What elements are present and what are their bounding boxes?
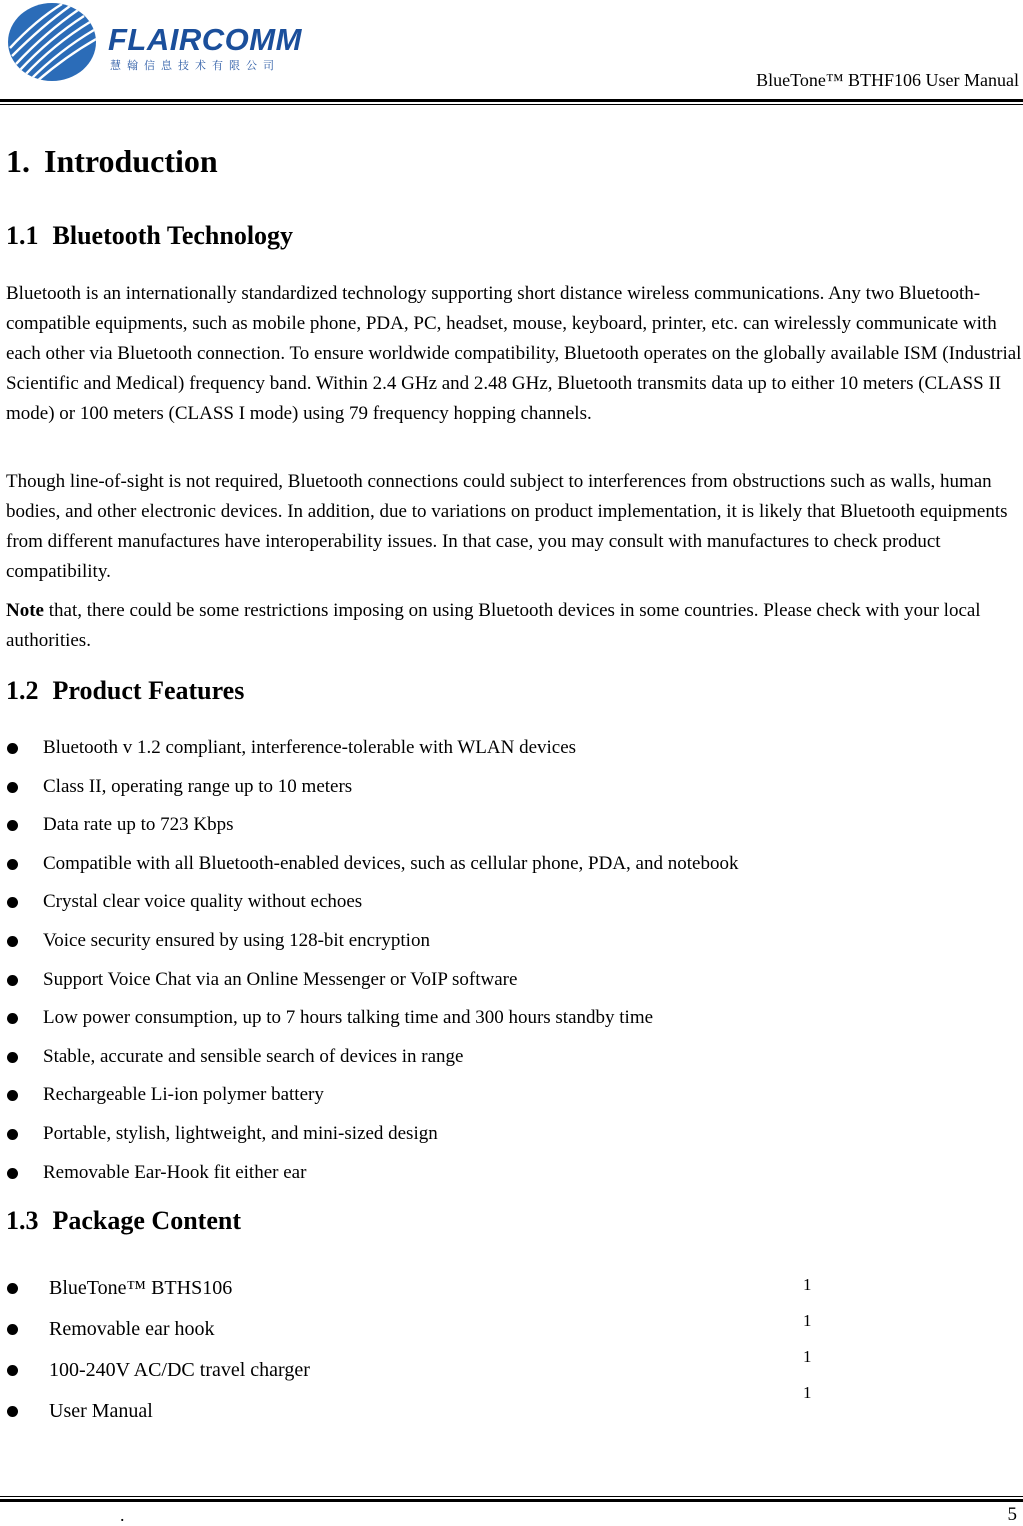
header-rule-thin	[0, 104, 1023, 105]
list-item-text: Compatible with all Bluetooth-enabled devices, such as cellular phone, PDA, and notebook	[43, 852, 739, 874]
note-paragraph	[6, 596, 1022, 656]
list-item	[6, 1081, 738, 1120]
company-logo	[6, 2, 310, 84]
package-item-name: 100-240V AC/DC travel charger	[49, 1359, 310, 1381]
package-item	[6, 1315, 349, 1356]
list-item	[6, 734, 738, 773]
list-item-text: Stable, accurate and sensible search of devices in range	[43, 1045, 464, 1067]
bullet-icon	[7, 1406, 18, 1417]
bullet-icon	[7, 1168, 18, 1179]
section-title: Product Features	[52, 676, 245, 705]
globe-logo-icon	[6, 2, 100, 82]
bullet-icon	[7, 975, 18, 986]
package-item-name: BlueTone™ BTHS106	[49, 1277, 233, 1299]
section-title: Package Content	[52, 1206, 241, 1235]
chapter-heading	[6, 143, 218, 180]
note-label: Note	[6, 600, 44, 621]
chapter-title: Introduction	[44, 143, 218, 179]
list-item-text: Data rate up to 723 Kbps	[43, 814, 234, 836]
bullet-icon	[7, 743, 18, 754]
list-item-text: Support Voice Chat via an Online Messenger or VoIP software	[43, 968, 518, 990]
package-item-qty: 1	[803, 1347, 812, 1366]
footer-rule-thin	[0, 1496, 1023, 1497]
paragraph: Though line-of-sight is not required, Bluetooth connections could subject to interferences from obstructions such as walls, human bodies, and other electronic devices. In addition, due to variations on product implementation, it is likely that Bluetooth equipments from different manufactures have interoperability issues. In that case, you may consult with manufactures to check product compatibility.	[6, 471, 1008, 582]
list-item	[6, 811, 738, 850]
page-number: 5	[1007, 1504, 1017, 1525]
list-item	[6, 1120, 738, 1159]
section-heading-bluetooth-technology	[6, 221, 293, 251]
list-item-text: Crystal clear voice quality without echoes	[43, 891, 363, 913]
bullet-icon	[7, 820, 18, 831]
list-item-text: Voice security ensured by using 128-bit encryption	[43, 929, 430, 951]
section-title: Bluetooth Technology	[52, 221, 294, 250]
list-item	[6, 888, 738, 927]
paragraph: Bluetooth is an internationally standardized technology supporting short distance wireless communications. Any two Bluetooth-compatible equipments, such as mobile phone, PDA, PC, headset, mouse, keyboard, printer, etc. can wirelessly communicate with each other via Bluetooth connection. To ensure worldwide compatibility, Bluetooth operates on the globally available ISM (Industrial Scientific and Medical) frequency band. Within 2.4 GHz and 2.48 GHz, Bluetooth transmits data up to either 10 meters (CLASS II mode) or 100 meters (CLASS I mode) using 79 frequency hopping channels.	[6, 283, 1022, 424]
section-heading-package-content	[6, 1206, 241, 1236]
feature-list	[6, 734, 738, 1197]
bullet-icon	[7, 1365, 18, 1376]
list-item-text: Bluetooth v 1.2 compliant, interference-tolerable with WLAN devices	[43, 737, 577, 758]
list-item-text: Portable, stylish, lightweight, and mini-sized design	[43, 1122, 438, 1144]
bullet-icon	[7, 897, 18, 908]
bullet-icon	[7, 936, 18, 947]
bullet-icon	[7, 1090, 18, 1101]
bullet-icon	[7, 782, 18, 793]
package-item-name: User Manual	[49, 1400, 153, 1422]
package-item-qty: 1	[803, 1311, 812, 1330]
list-item	[6, 1043, 738, 1082]
package-list	[6, 1274, 349, 1438]
list-item-text: Rechargeable Li-ion polymer battery	[43, 1084, 324, 1106]
list-item-text: Low power consumption, up to 7 hours talking time and 300 hours standby time	[43, 1007, 654, 1029]
section-heading-product-features	[6, 676, 244, 706]
footer-rule-thick	[0, 1499, 1023, 1502]
package-item	[6, 1274, 349, 1315]
logo-brand-text: FLAIRCOMM	[108, 22, 302, 57]
bullet-icon	[7, 1129, 18, 1140]
list-item	[6, 966, 738, 1005]
list-item	[6, 927, 738, 966]
section-number: 1.1	[6, 221, 39, 250]
bullet-icon	[7, 1283, 18, 1294]
bullet-icon	[7, 1013, 18, 1024]
note-text: that, there could be some restrictions imposing on using Bluetooth devices in some countries. Please check with your local authorities.	[6, 600, 981, 651]
package-item-qty: 1	[803, 1275, 812, 1294]
bullet-icon	[7, 859, 18, 870]
list-item	[6, 1159, 738, 1198]
package-item-name: Removable ear hook	[49, 1318, 215, 1340]
list-item	[6, 850, 738, 889]
bullet-icon	[7, 1324, 18, 1335]
package-item-qty: 1	[803, 1383, 812, 1402]
list-item-text: Class II, operating range up to 10 meters	[43, 775, 353, 797]
document-title: BlueTone™ BTHF106 User Manual	[756, 70, 1019, 90]
chapter-number: 1.	[6, 143, 30, 179]
section-number: 1.3	[6, 1206, 39, 1235]
bullet-icon	[7, 1052, 18, 1063]
footer-mark: .	[120, 1505, 125, 1525]
package-item	[6, 1397, 349, 1438]
header-rule-thick	[0, 99, 1023, 102]
section-number: 1.2	[6, 676, 39, 705]
list-item-text: Removable Ear-Hook fit either ear	[43, 1161, 307, 1183]
list-item	[6, 1004, 738, 1043]
logo-subtitle: 慧翰信息技术有限公司	[110, 59, 280, 72]
package-item	[6, 1356, 349, 1397]
list-item	[6, 773, 738, 812]
